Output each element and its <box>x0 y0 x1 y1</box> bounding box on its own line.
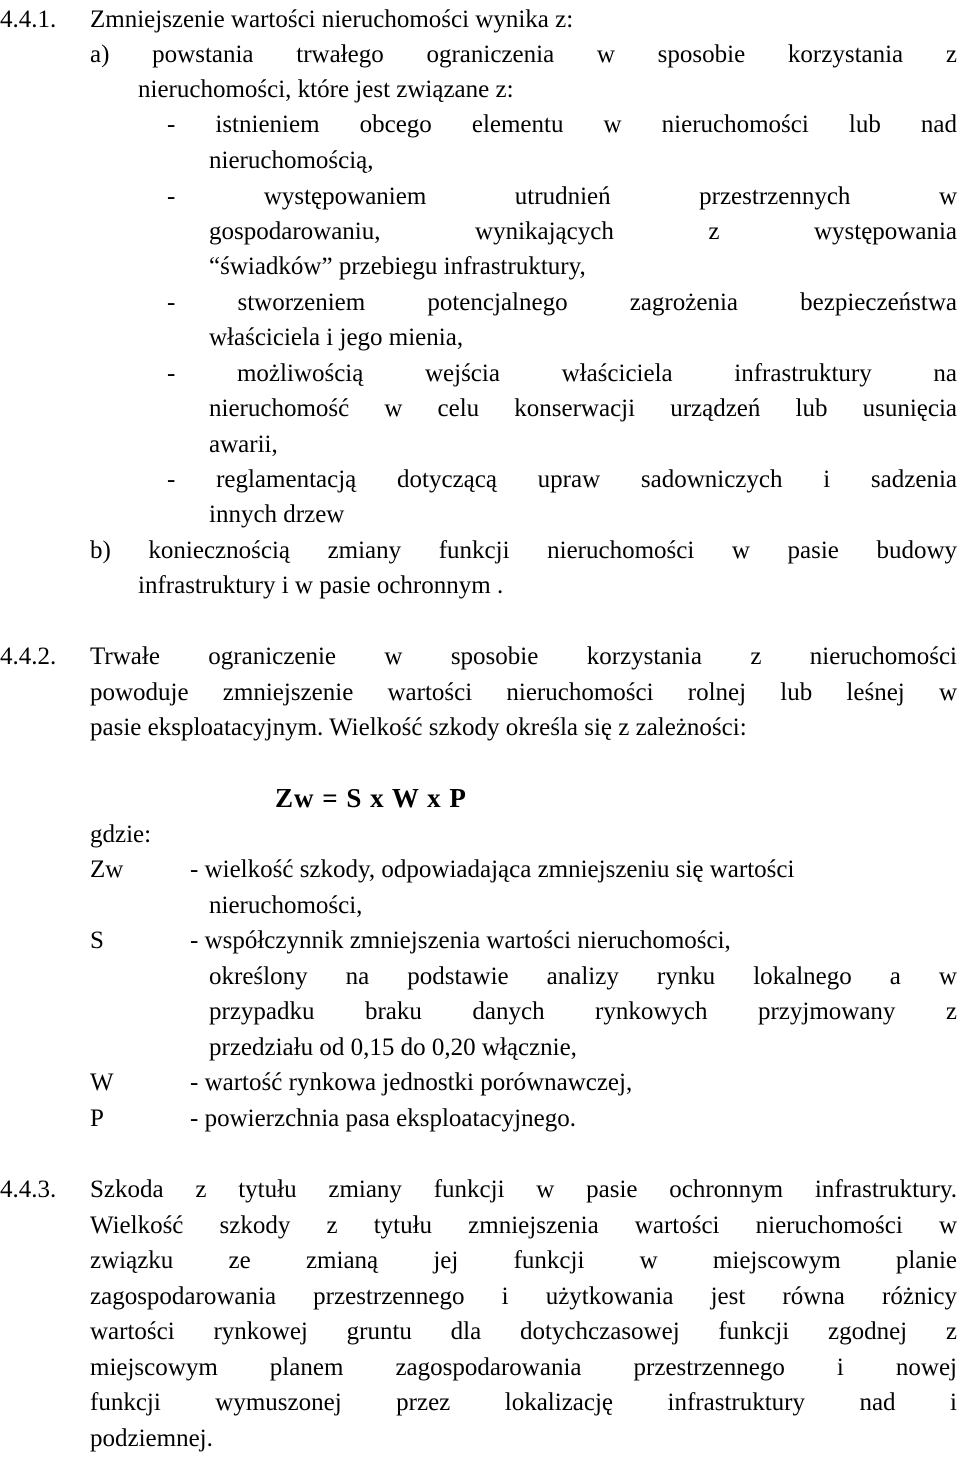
paragraph-line: a) powstania trwałego ograniczenia w sposobie korzystania z <box>90 41 957 68</box>
definition-text: - wartość rynkowa jednostki porównawczej, <box>190 1069 633 1096</box>
list-item: - istnieniem obcego elementu w nieruchomości lub nad <box>167 111 957 138</box>
list-item-continuation: nieruchomością, <box>209 147 374 174</box>
section-number: 4.4.1. <box>0 6 57 33</box>
definition-text: przedziału od 0,15 do 0,20 włącznie, <box>209 1034 577 1061</box>
paragraph-line: Zmniejszenie wartości nieruchomości wynika z: <box>90 6 574 33</box>
paragraph-line: Szkoda z tytułu zmiany funkcji w pasie ochronnym infrastruktury. <box>90 1176 957 1203</box>
list-item-continuation: innych drzew <box>209 501 345 528</box>
definition-text: - powierzchnia pasa eksploatacyjnego. <box>190 1105 576 1132</box>
list-item: - reglamentacją dotyczącą upraw sadowniczych i sadzenia <box>167 466 957 493</box>
paragraph-line: wartości rynkowej gruntu dla dotychczasowej funkcji zgodnej z <box>90 1318 957 1345</box>
paragraph-line: b) koniecznością zmiany funkcji nieruchomości w pasie budowy <box>90 537 957 564</box>
list-item-continuation: “świadków” przebiegu infrastruktury, <box>209 253 586 280</box>
list-item: - możliwością wejścia właściciela infrastruktury na <box>167 360 957 387</box>
list-item-continuation: właściciela i jego mienia, <box>209 324 464 351</box>
list-item: - występowaniem utrudnień przestrzennych w <box>167 183 957 210</box>
list-item-continuation: gospodarowaniu, wynikających z występowania <box>209 218 957 245</box>
definition-text: określony na podstawie analizy rynku lokalnego a w <box>209 963 957 990</box>
paragraph-line: Wielkość szkody z tytułu zmniejszenia wartości nieruchomości w <box>90 1212 957 1239</box>
paragraph-line: pasie eksploatacyjnym. Wielkość szkody określa się z zależności: <box>90 714 747 741</box>
definition-text: przypadku braku danych rynkowych przyjmowany z <box>209 998 957 1025</box>
paragraph-line: związku ze zmianą jej funkcji w miejscowym planie <box>90 1247 957 1274</box>
definition-text: - wielkość szkody, odpowiadająca zmniejszeniu się wartości <box>190 856 795 883</box>
list-item: - stworzeniem potencjalnego zagrożenia bezpieczeństwa <box>167 289 957 316</box>
paragraph-line: funkcji wymuszonej przez lokalizację infrastruktury nad i <box>90 1389 957 1416</box>
section-number: 4.4.3. <box>0 1176 57 1203</box>
definition-symbol: Zw <box>90 856 124 883</box>
where-label: gdzie: <box>90 821 152 848</box>
list-item-continuation: awarii, <box>209 431 278 458</box>
definition-symbol: P <box>90 1105 104 1132</box>
paragraph-line: podziemnej. <box>90 1425 213 1452</box>
paragraph-line: miejscowym planem zagospodarowania przestrzennego i nowej <box>90 1354 957 1381</box>
paragraph-line: zagospodarowania przestrzennego i użytkowania jest równa różnicy <box>90 1283 957 1310</box>
paragraph-line: Trwałe ograniczenie w sposobie korzystania z nieruchomości <box>90 643 957 670</box>
paragraph-line: powoduje zmniejszenie wartości nieruchomości rolnej lub leśnej w <box>90 679 957 706</box>
paragraph-line: infrastruktury i w pasie ochronnym . <box>138 572 504 599</box>
section-number: 4.4.2. <box>0 643 57 670</box>
definition-text: nieruchomości, <box>209 892 363 919</box>
paragraph-line: nieruchomości, które jest związane z: <box>138 76 514 103</box>
definition-symbol: W <box>90 1069 114 1096</box>
list-item-continuation: nieruchomość w celu konserwacji urządzeń lub usunięcia <box>209 395 957 422</box>
definition-symbol: S <box>90 927 104 954</box>
definition-text: - współczynnik zmniejszenia wartości nieruchomości, <box>190 927 731 954</box>
damage-formula: Zw = S x W x P <box>275 783 467 813</box>
